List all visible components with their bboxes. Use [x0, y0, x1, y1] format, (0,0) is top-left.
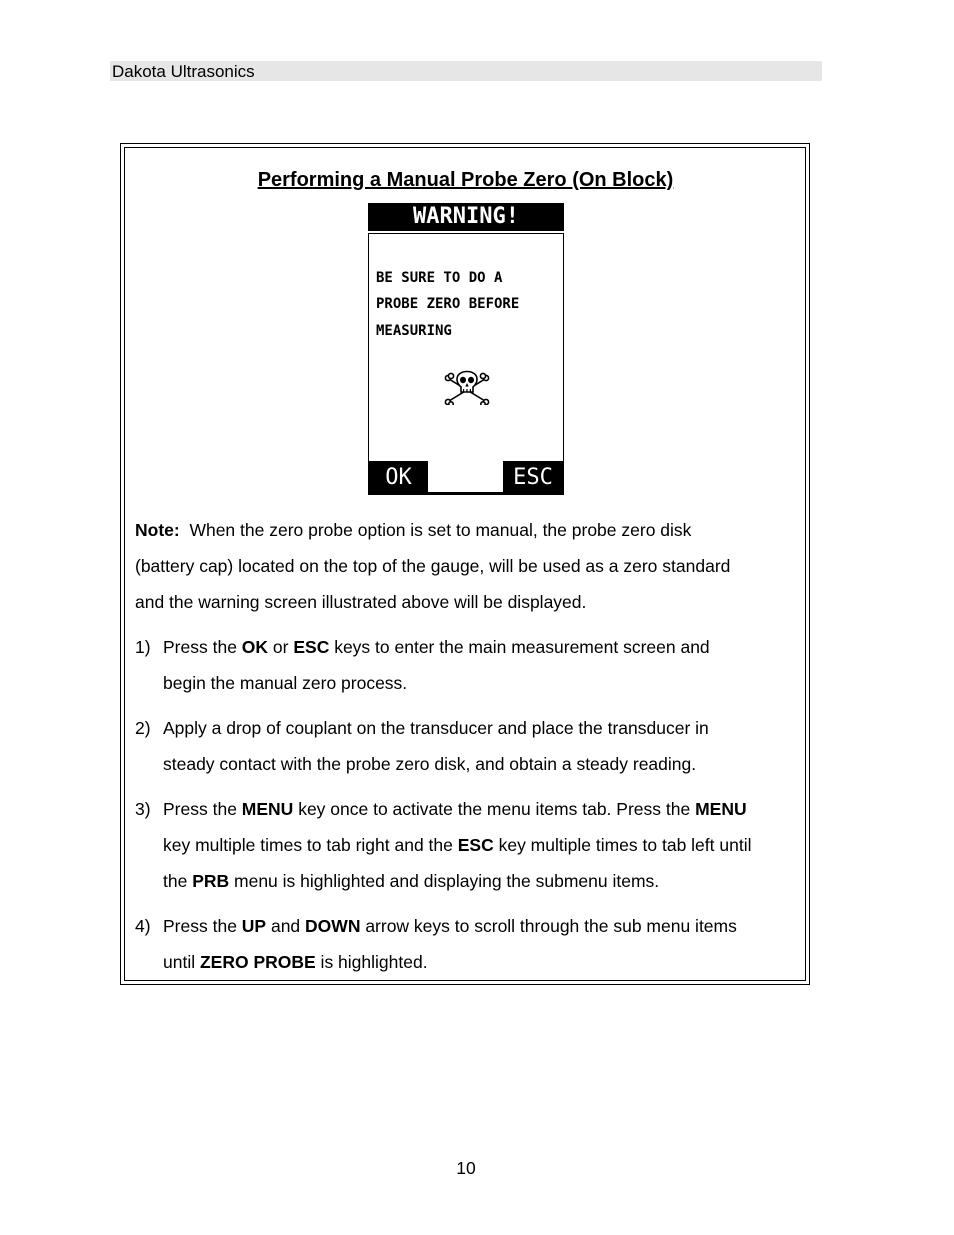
warning-message-line: MEASURING [376, 323, 452, 339]
step-text: Press the [163, 916, 242, 936]
step-number: 4) [135, 916, 151, 936]
step-text: Press the [163, 799, 242, 819]
step-text: and [266, 916, 306, 936]
step-number: 1) [135, 637, 151, 657]
skull-crossbones-icon [443, 365, 491, 405]
step-number: 3) [135, 799, 151, 819]
softkey-divider [428, 492, 503, 494]
key-esc: ESC [293, 637, 330, 657]
key-up: UP [241, 916, 267, 936]
note-text: (battery cap) located on the top of the gauge, will be used as a zero standard [135, 556, 731, 576]
warning-title: WARNING! [368, 203, 564, 231]
section-title: Performing a Manual Probe Zero (On Block) [257, 169, 674, 191]
step-number: 2) [135, 718, 151, 738]
key-menu: MENU [241, 799, 294, 819]
running-header [110, 61, 822, 81]
note-text: When the zero probe option is set to manual, the probe zero disk [189, 520, 692, 540]
step-text: key multiple times to tab left until [493, 835, 752, 855]
ok-softkey: OK [369, 461, 428, 494]
warning-message-line: PROBE ZERO BEFORE [376, 296, 520, 312]
step-text: arrow keys to scroll through the sub menu items [360, 916, 737, 936]
step-text: Apply a drop of couplant on the transducer and place the transducer in [163, 718, 709, 738]
key-menu: MENU [695, 799, 747, 819]
key-esc: ESC [457, 835, 494, 855]
step-text: begin the manual zero process. [163, 673, 408, 693]
device-warning-screen [368, 203, 564, 495]
step-text: until [163, 952, 200, 972]
note-paragraph [135, 512, 800, 620]
step-text: Press the [163, 637, 242, 657]
key-ok: OK [241, 637, 269, 657]
esc-softkey: ESC [503, 461, 563, 494]
step-text: the [163, 871, 193, 891]
key-down: DOWN [305, 916, 361, 936]
step-text: menu is highlighted and displaying the submenu items. [229, 871, 660, 891]
step-text: or [268, 637, 294, 657]
note-text: and the warning screen illustrated above will be displayed. [135, 592, 587, 612]
step-text: key once to activate the menu items tab. Press the [293, 799, 696, 819]
page-number: 10 [456, 1158, 476, 1178]
step-text: is highlighted. [315, 952, 428, 972]
step-text: keys to enter the main measurement screen and [329, 637, 710, 657]
note-label: Note: [135, 520, 180, 540]
step-text: key multiple times to tab right and the [163, 835, 458, 855]
menu-zero-probe: ZERO PROBE [199, 952, 316, 972]
device-screen-body [368, 233, 564, 495]
warning-message-line: BE SURE TO DO A [376, 270, 503, 286]
menu-prb: PRB [192, 871, 230, 891]
company-name: Dakota Ultrasonics [112, 62, 255, 81]
step-text: steady contact with the probe zero disk, and obtain a steady reading. [163, 754, 697, 774]
